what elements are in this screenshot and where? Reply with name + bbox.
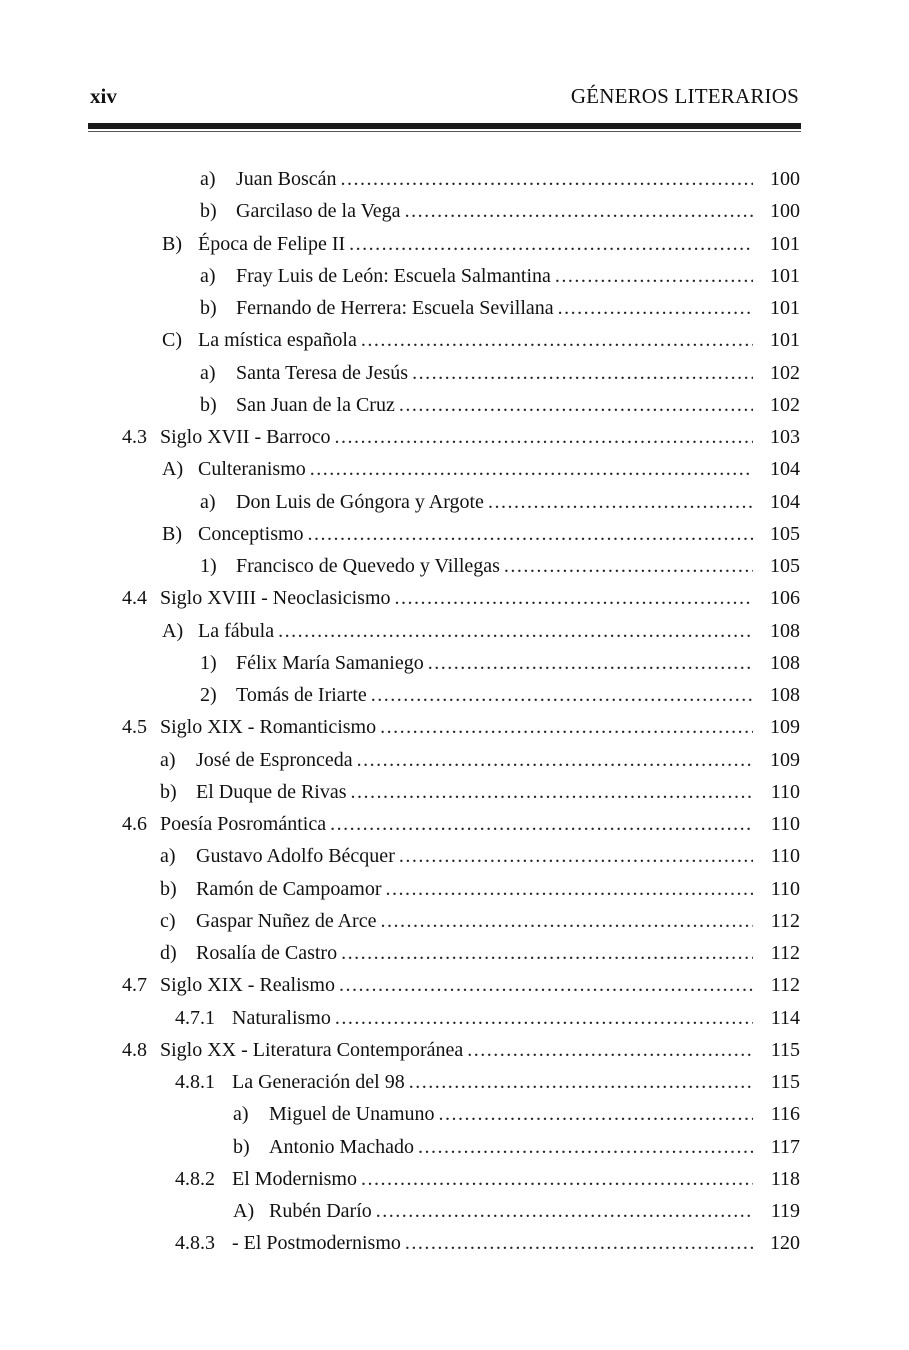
toc-entry-number: d) xyxy=(160,942,177,964)
toc-entry-title: Rubén Darío xyxy=(269,1200,372,1222)
toc-entry-page: 100 xyxy=(770,168,800,190)
dot-leader xyxy=(412,357,753,389)
toc-entry-number: 4.6 xyxy=(122,813,147,835)
toc-entry-page: 117 xyxy=(770,1135,800,1158)
toc-entry xyxy=(0,905,909,937)
dot-leader xyxy=(310,453,753,485)
toc-entry-number: C) xyxy=(162,329,182,352)
toc-entry xyxy=(0,711,909,743)
toc-entry xyxy=(0,1227,909,1259)
dot-leader xyxy=(351,776,753,808)
toc-entry-title: Santa Teresa de Jesús xyxy=(236,361,409,384)
toc-entry xyxy=(0,292,909,324)
toc-entry xyxy=(0,615,909,647)
toc-entry-number: b) xyxy=(200,200,217,223)
toc-entry-title: Rosalía de Castro xyxy=(196,942,338,964)
dot-leader xyxy=(399,840,753,872)
toc-entry-number: b) xyxy=(200,297,217,319)
toc-entry xyxy=(0,937,909,969)
toc-entry-title: Siglo XVIII - Neoclasicismo xyxy=(160,587,391,610)
toc-entry-page: 120 xyxy=(770,1232,800,1255)
toc-entry-page: 109 xyxy=(770,716,800,739)
dot-leader xyxy=(399,389,753,421)
toc-entry-number: a) xyxy=(200,168,216,190)
toc-entry-number: a) xyxy=(200,361,216,384)
dot-leader xyxy=(341,937,753,969)
toc-entry-title: Gustavo Adolfo Bécquer xyxy=(196,845,395,868)
running-head xyxy=(90,84,799,114)
dot-leader xyxy=(335,1002,753,1034)
toc-entry-title: Siglo XIX - Romanticismo xyxy=(160,716,377,739)
dot-leader xyxy=(405,195,753,227)
toc-entry-title: - El Postmodernismo xyxy=(232,1232,401,1255)
toc-entry xyxy=(0,260,909,292)
toc-entry-page: 105 xyxy=(770,555,800,577)
toc-entry-title: Fray Luis de León: Escuela Salmantina xyxy=(236,264,551,287)
toc-entry-page: 108 xyxy=(770,651,800,674)
toc-entry-page: 112 xyxy=(770,909,800,932)
toc-entry xyxy=(0,1066,909,1098)
toc-entry-number: 4.8.3 xyxy=(175,1232,215,1255)
dot-leader xyxy=(467,1034,753,1066)
toc-entry-title: El Duque de Rivas xyxy=(196,780,347,803)
toc-entry xyxy=(0,1098,909,1130)
dot-leader xyxy=(376,1195,753,1227)
toc-entry xyxy=(0,550,909,582)
dot-leader xyxy=(278,615,753,647)
toc-entry-number: 1) xyxy=(200,555,217,577)
toc-entry-title: Tomás de Iriarte xyxy=(236,684,367,706)
toc-entry xyxy=(0,969,909,1001)
toc-entry-page: 104 xyxy=(770,458,800,481)
toc-entry xyxy=(0,453,909,485)
toc-entry-title: La Generación del 98 xyxy=(232,1071,405,1093)
toc-entry xyxy=(0,582,909,614)
toc-entry-number: 4.7 xyxy=(122,974,147,997)
toc-entry-title: Siglo XIX - Realismo xyxy=(160,974,335,997)
toc-entry-number: B) xyxy=(162,232,182,255)
page-number: xiv xyxy=(90,84,117,108)
toc-entry-title: Época de Felipe II xyxy=(198,232,346,255)
toc-entry-page: 119 xyxy=(770,1200,800,1222)
toc-entry xyxy=(0,389,909,421)
dot-leader xyxy=(386,873,753,905)
toc-entry-page: 110 xyxy=(770,877,800,900)
toc-entry-title: El Modernismo xyxy=(232,1167,357,1190)
toc-entry-number: b) xyxy=(160,877,177,900)
dot-leader xyxy=(349,228,753,260)
toc-entry-title: Gaspar Nuñez de Arce xyxy=(196,909,377,932)
toc-entry-page: 112 xyxy=(770,974,800,997)
toc-entry xyxy=(0,486,909,518)
dot-leader xyxy=(555,260,753,292)
toc-entry-page: 102 xyxy=(770,393,800,416)
toc-entry xyxy=(0,647,909,679)
toc-entry xyxy=(0,1195,909,1227)
toc-entry-title: La mística española xyxy=(198,329,357,352)
toc-entry-number: 4.5 xyxy=(122,716,147,739)
toc-entry-title: San Juan de la Cruz xyxy=(236,393,395,416)
toc-entry-number: 4.8.2 xyxy=(175,1167,215,1190)
toc-entry-title: Siglo XX - Literatura Contemporánea xyxy=(160,1038,464,1061)
toc-entry xyxy=(0,324,909,356)
dot-leader xyxy=(439,1098,753,1130)
dot-leader xyxy=(380,905,753,937)
toc-entry-page: 105 xyxy=(770,522,800,545)
book-title: GÉNEROS LITERARIOS xyxy=(570,84,799,108)
toc-entry-page: 101 xyxy=(770,264,800,287)
toc-entry xyxy=(0,421,909,453)
toc-entry-title: Ramón de Campoamor xyxy=(196,877,382,900)
dot-leader xyxy=(361,1163,753,1195)
toc-entry-number: A) xyxy=(162,458,184,481)
toc-entry-page: 118 xyxy=(770,1167,800,1190)
toc-entry-page: 101 xyxy=(770,297,800,319)
toc-entry-title: Félix María Samaniego xyxy=(236,651,424,674)
dot-leader xyxy=(371,679,753,711)
dot-leader xyxy=(380,711,753,743)
toc-entry-title: Fernando de Herrera: Escuela Sevillana xyxy=(236,297,554,319)
toc-entry-title: Juan Boscán xyxy=(236,168,337,190)
toc-entry-page: 110 xyxy=(770,845,800,868)
toc-entry xyxy=(0,873,909,905)
toc-entry-page: 114 xyxy=(770,1006,800,1029)
toc-entry xyxy=(0,1131,909,1163)
toc-entry xyxy=(0,679,909,711)
toc-entry-page: 110 xyxy=(770,780,800,803)
toc-entry-title: Culteranismo xyxy=(198,458,306,481)
toc-entry-page: 115 xyxy=(770,1071,800,1093)
toc-entry-number: c) xyxy=(160,909,176,932)
toc-entry xyxy=(0,776,909,808)
toc-entry-title: Don Luis de Góngora y Argote xyxy=(236,490,484,513)
toc-entry-title: Siglo XVII - Barroco xyxy=(160,426,331,448)
dot-leader xyxy=(504,550,753,582)
dot-leader xyxy=(418,1131,753,1163)
toc-entry xyxy=(0,840,909,872)
toc-entry-number: b) xyxy=(200,393,217,416)
toc-entry xyxy=(0,163,909,195)
dot-leader xyxy=(335,421,753,453)
dot-leader xyxy=(308,518,753,550)
dot-leader xyxy=(409,1066,753,1098)
toc-entry-number: b) xyxy=(160,780,177,803)
toc-entry xyxy=(0,195,909,227)
toc-entry-number: 4.8.1 xyxy=(175,1071,215,1093)
toc-entry-page: 100 xyxy=(770,200,800,223)
table-of-contents xyxy=(0,163,909,1260)
dot-leader xyxy=(341,163,753,195)
toc-entry-title: Garcilaso de la Vega xyxy=(236,200,401,223)
toc-entry-page: 108 xyxy=(770,619,800,642)
toc-entry xyxy=(0,518,909,550)
toc-entry-number: 4.8 xyxy=(122,1038,147,1061)
toc-entry-number: 4.3 xyxy=(122,426,147,448)
dot-leader xyxy=(488,486,753,518)
toc-entry-title: Francisco de Quevedo y Villegas xyxy=(236,555,500,577)
toc-entry-page: 102 xyxy=(770,361,800,384)
toc-entry-number: a) xyxy=(160,748,176,771)
toc-entry-title: Antonio Machado xyxy=(269,1135,414,1158)
toc-entry xyxy=(0,1034,909,1066)
toc-entry xyxy=(0,1163,909,1195)
toc-entry xyxy=(0,808,909,840)
dot-leader xyxy=(395,582,753,614)
toc-entry-number: 1) xyxy=(200,651,217,674)
toc-entry-page: 104 xyxy=(770,490,800,513)
toc-entry-title: La fábula xyxy=(198,619,275,642)
dot-leader xyxy=(339,969,753,1001)
dot-leader xyxy=(361,324,753,356)
toc-entry-page: 116 xyxy=(770,1103,800,1126)
toc-entry-number: A) xyxy=(233,1200,255,1222)
dot-leader xyxy=(330,808,753,840)
toc-entry-page: 101 xyxy=(770,232,800,255)
toc-entry-page: 115 xyxy=(770,1038,800,1061)
toc-entry-number: b) xyxy=(233,1135,250,1158)
dot-leader xyxy=(428,647,753,679)
toc-entry-number: 4.7.1 xyxy=(175,1006,215,1029)
dot-leader xyxy=(357,744,753,776)
toc-entry xyxy=(0,357,909,389)
toc-entry-number: a) xyxy=(160,845,176,868)
toc-entry-number: 4.4 xyxy=(122,587,147,610)
toc-entry-page: 109 xyxy=(770,748,800,771)
header-rule xyxy=(88,123,801,129)
toc-entry-title: Naturalismo xyxy=(232,1006,331,1029)
toc-entry-title: José de Espronceda xyxy=(196,748,353,771)
toc-entry-page: 101 xyxy=(770,329,800,352)
toc-entry-page: 110 xyxy=(770,813,800,835)
toc-entry xyxy=(0,1002,909,1034)
toc-entry-page: 103 xyxy=(770,426,800,448)
toc-entry-page: 112 xyxy=(770,942,800,964)
toc-entry-number: A) xyxy=(162,619,184,642)
toc-entry xyxy=(0,744,909,776)
toc-entry-title: Conceptismo xyxy=(198,522,304,545)
toc-entry-number: a) xyxy=(233,1103,249,1126)
toc-entry xyxy=(0,228,909,260)
toc-entry-number: B) xyxy=(162,522,182,545)
toc-entry-page: 106 xyxy=(770,587,800,610)
header-rule-thin xyxy=(88,131,801,132)
dot-leader xyxy=(405,1227,753,1259)
toc-entry-title: Miguel de Unamuno xyxy=(269,1103,435,1126)
toc-entry-number: 2) xyxy=(200,684,217,706)
toc-entry-number: a) xyxy=(200,264,216,287)
toc-entry-title: Poesía Posromántica xyxy=(160,813,327,835)
toc-entry-page: 108 xyxy=(770,684,800,706)
toc-entry-number: a) xyxy=(200,490,216,513)
dot-leader xyxy=(558,292,753,324)
